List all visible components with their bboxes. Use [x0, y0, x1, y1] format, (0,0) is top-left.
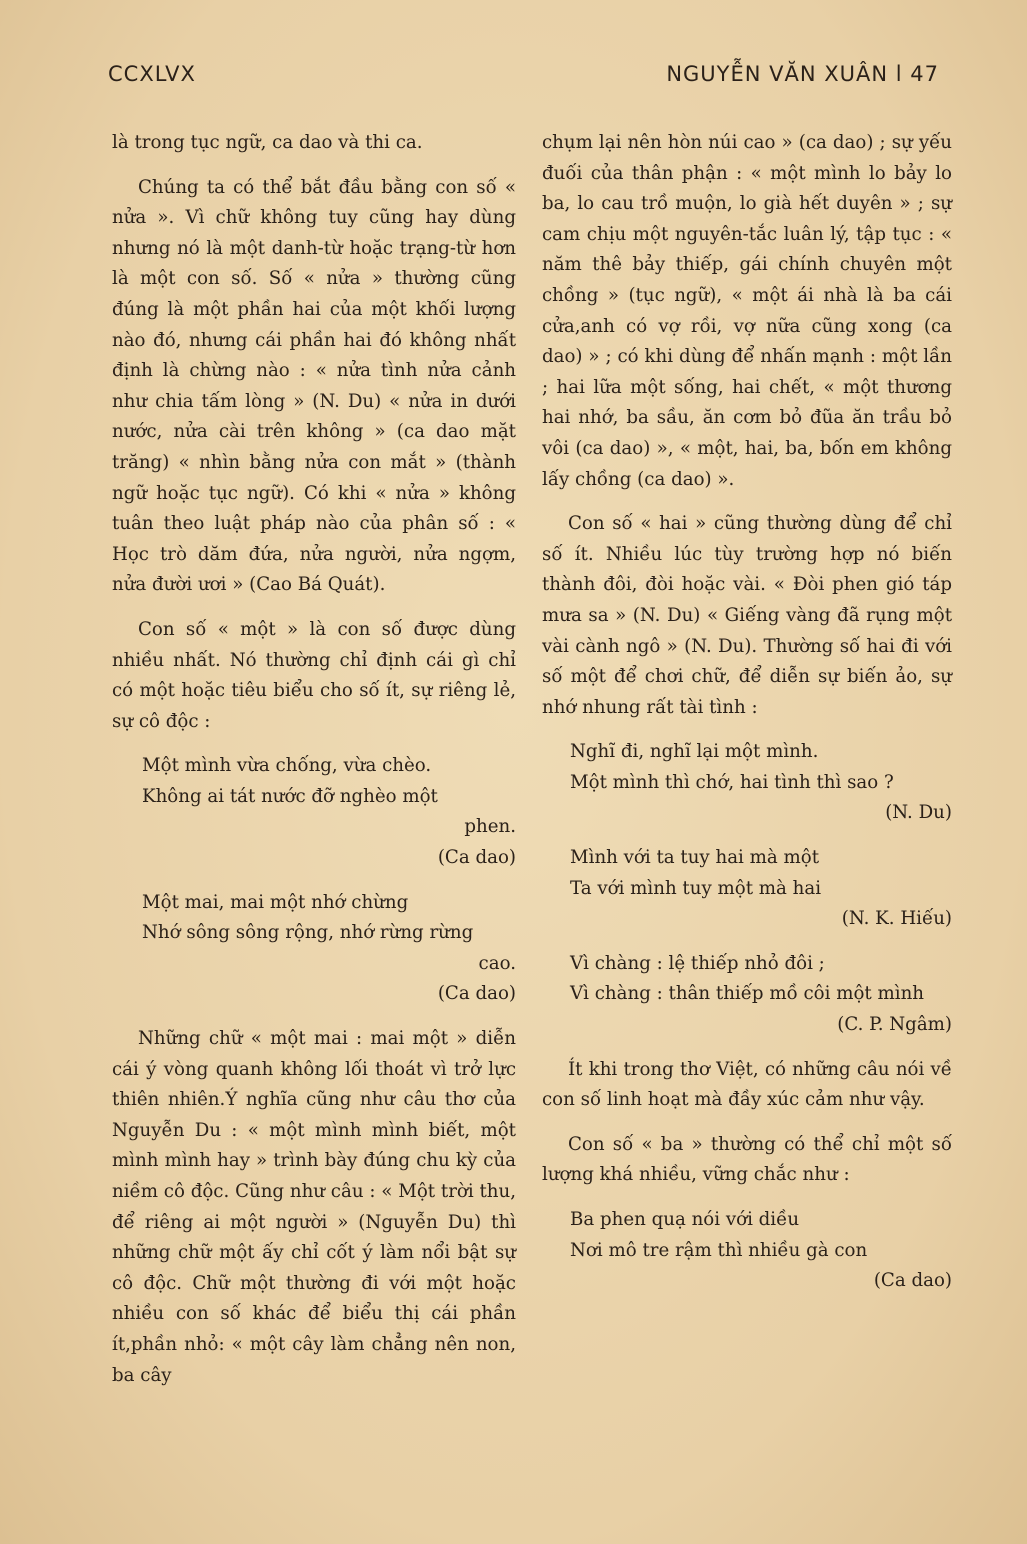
verse-line: Một mình vừa chống, vừa chèo. [142, 755, 432, 777]
paragraph: chụm lại nên hòn núi cao » (ca dao) ; sự yếu đuối của thân phận : « một mình lo bảy lo ba, lo cau trồ muộn, lo già hết duyên » ; sự cam chịu một nguyên-tắc luân lý, tập tục : « năm thê bảy thiếp, gái chính chuyên một chồng » (tục ngữ), « một ái nhà là ba cái cửa,anh có vợ rồi, vợ nữa cũng xong (ca dao) » ; có khi dùng để nhấn mạnh : một lần ; hai lữa một sống, hai chết, « một thương hai nhớ, ba sầu, ăn cơm bỏ đũa ăn trầu bỏ vôi (ca dao) », « một, hai, ba, bốn em không lấy chồng (ca dao) ». [542, 132, 952, 490]
verse [542, 737, 952, 829]
verse [542, 843, 952, 935]
verse-line: Một mình thì chớ, hai tình thì sao ? [570, 771, 894, 793]
verse-line: cao. [478, 952, 516, 974]
verse-line: Vì chàng : thân thiếp mồ côi một mình [570, 983, 924, 1005]
verse-citation: (C. P. Ngâm) [837, 1014, 952, 1036]
paragraph: Chúng ta có thể bắt đầu bằng con số « nửa ». Vì chữ không tuy cũng hay dùng nhưng nó là một danh-từ hoặc trạng-từ hơn là một con số. Số « nửa » thường cũng đúng là một phần hai của một khối lượng nào đó, nhưng cái phần hai đó không nhất định là chừng nào : « nửa tình nửa cảnh như chia tấm lòng » (N. Du) « nửa in dưới nước, nửa cài trên không » (ca dao mặt trăng) « nhìn bằng nửa con mắt » (thành ngữ hoặc tục ngữ). Có khi « nửa » không tuân theo luật pháp nào của phân số : « Học trò dăm đứa, nửa người, nửa ngợm, nửa đười ươi » (Cao Bá Quát). [112, 176, 516, 596]
verse-citation: (Ca dao) [437, 983, 516, 1005]
page-header [108, 62, 939, 92]
verse-line: Ba phen quạ nói với diều [570, 1209, 800, 1230]
paragraph: Những chữ « một mai : mai một » diễn cái ý vòng quanh không lối thoát vì trở lực thiên nhiên.Ý nghĩa cũng như câu thơ của Nguyễn Du : « một mình mình biết, một mình mình hay » trình bày đúng chu kỳ của niềm cô độc. Cũng như câu : « Một trời thu, để riêng ai một người » (Nguyễn Du) thì những chữ một ấy chỉ cốt ý làm nổi bật sự cô độc. Chữ một thường đi với một hoặc nhiều con số khác để biểu thị cái phần ít,phần nhỏ: « một cây làm chẳng nên non, ba cây [112, 1028, 516, 1386]
verse [542, 949, 952, 1041]
verse-line: Vì chàng : lệ thiếp nhỏ đôi ; [570, 952, 825, 974]
paragraph: Con số « hai » cũng thường dùng để chỉ số ít. Nhiều lúc tùy trường hợp nó biến thành đôi, đòi hoặc vài. « Đòi phen gió táp mưa sa » (N. Du) « Giếng vàng đã rụng một vài cành ngô » (N. Du). Thường số hai đi với số một để chơi chữ, để diễn sự biến ảo, sự nhớ nhung rất tài tình : [542, 513, 952, 718]
verse-line: Nghĩ đi, nghĩ lại một mình. [570, 741, 819, 763]
verse [542, 1205, 952, 1297]
right-column [542, 128, 952, 1297]
left-column [112, 128, 516, 1391]
verse-citation: (Ca dao) [437, 847, 516, 869]
verse-line: Không ai tát nước đỡ nghèo một [142, 785, 438, 807]
verse-citation: (N. K. Hiếu) [841, 908, 952, 930]
paragraph: Ít khi trong thơ Việt, có những câu nói về con số linh hoạt mà đầy xúc cảm như vậy. [542, 1058, 952, 1111]
paragraph: Con số « một » là con số được dùng nhiều nhất. Nó thường chỉ định cái gì chỉ có một hoặc tiêu biểu cho số ít, sự riêng lẻ, sự cô độc : [112, 618, 516, 732]
verse-line: Mình với ta tuy hai mà một [570, 847, 820, 869]
verse-line: Nhớ sông sông rộng, nhớ rừng rừng [142, 922, 474, 944]
verse-line: phen. [464, 816, 516, 838]
header-right: NGUYỄN VĂN XUÂN l 47 [666, 62, 939, 86]
paragraph: là trong tục ngữ, ca dao và thi ca. [112, 132, 423, 153]
verse-citation: (N. Du) [885, 802, 952, 824]
verse-line: Một mai, mai một nhớ chừng [142, 891, 409, 913]
verse [112, 751, 516, 873]
paragraph: Con số « ba » thường có thể chỉ một số lượng khá nhiều, vững chắc như : [542, 1133, 952, 1186]
verse-line: Nơi mô tre rậm thì nhiều gà con [570, 1239, 868, 1261]
verse-citation: (Ca dao) [873, 1270, 952, 1292]
verse [112, 888, 516, 1010]
verse-line: Ta với mình tuy một mà hai [570, 877, 822, 899]
header-left: CCXLVX [108, 62, 196, 86]
